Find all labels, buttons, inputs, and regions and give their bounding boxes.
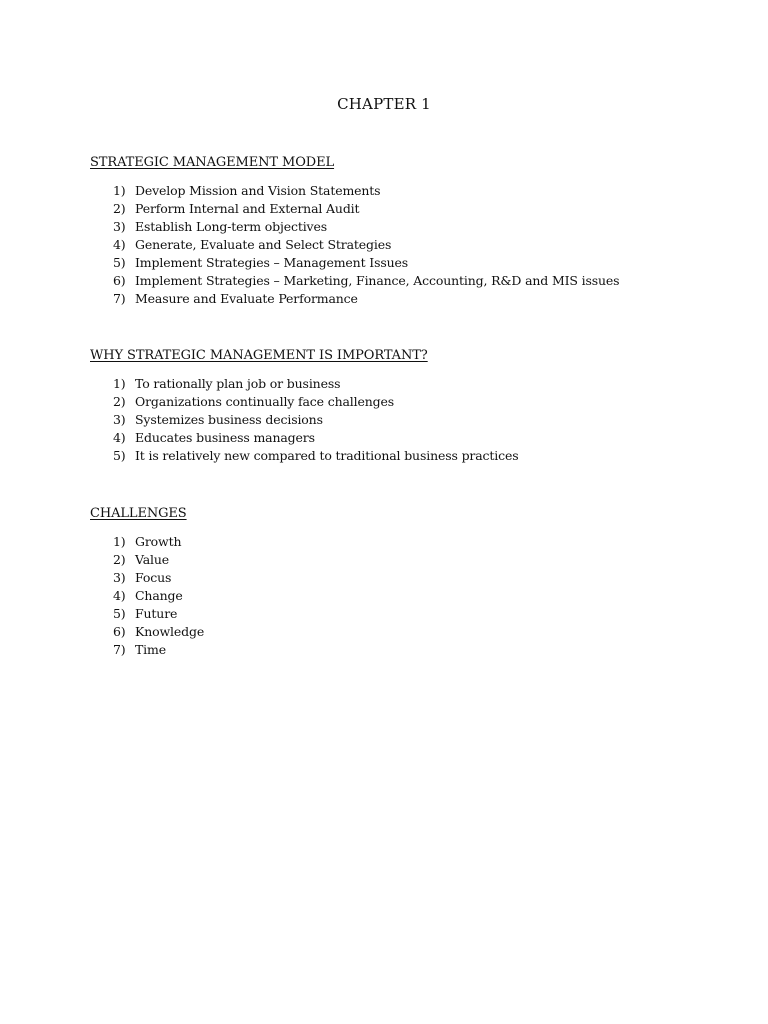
section-heading: WHY STRATEGIC MANAGEMENT IS IMPORTANT?	[90, 348, 428, 363]
list-item-text: Time	[135, 642, 166, 657]
list-item-number: 7)	[113, 642, 126, 657]
section-strategic-management-model	[90, 154, 690, 308]
section-heading: STRATEGIC MANAGEMENT MODEL	[90, 155, 335, 170]
list-item-number: 3)	[113, 219, 126, 234]
list-item-text: Organizations continually face challenges	[135, 394, 394, 409]
list-item	[90, 218, 690, 236]
list-item	[90, 182, 690, 200]
list-item-number: 6)	[113, 624, 126, 639]
list-item-text: Establish Long-term objectives	[135, 219, 327, 234]
list-item-text: Value	[135, 552, 170, 567]
list-item-number: 3)	[113, 412, 126, 427]
list-item	[90, 587, 690, 605]
list-item-text: Implement Strategies – Marketing, Finance, Accounting, R&D and MIS issues	[135, 273, 620, 288]
list-item-number: 4)	[113, 430, 126, 445]
list-item-text: Growth	[135, 534, 182, 549]
list-item	[90, 200, 690, 218]
list-item	[90, 605, 690, 623]
list-item-number: 3)	[113, 570, 126, 585]
list-item	[90, 411, 690, 429]
list-item-number: 4)	[113, 588, 126, 603]
list-item-number: 5)	[113, 448, 126, 463]
list-item-number: 2)	[113, 394, 126, 409]
section-challenges	[90, 505, 690, 659]
list-item-text: Change	[135, 588, 183, 603]
list-item	[90, 429, 690, 447]
list-item-text: Measure and Evaluate Performance	[135, 291, 358, 306]
section-heading: CHALLENGES	[90, 506, 187, 521]
list-item-text: Perform Internal and External Audit	[135, 201, 360, 216]
list-item	[90, 623, 690, 641]
list-item-number: 7)	[113, 291, 126, 306]
list-item	[90, 272, 690, 290]
list-item-number: 5)	[113, 255, 126, 270]
list-item-number: 4)	[113, 237, 126, 252]
list-item-number: 6)	[113, 273, 126, 288]
list-item	[90, 290, 690, 308]
list-item-text: Future	[135, 606, 178, 621]
list-item	[90, 375, 690, 393]
list-item-number: 1)	[113, 534, 126, 549]
list-item-number: 2)	[113, 552, 126, 567]
list-item-text: Generate, Evaluate and Select Strategies	[135, 237, 392, 252]
list-item	[90, 551, 690, 569]
list-item-text: Implement Strategies – Management Issues	[135, 255, 409, 270]
list-item	[90, 569, 690, 587]
list-item-text: To rationally plan job or business	[135, 376, 341, 391]
list-item-text: Systemizes business decisions	[135, 412, 323, 427]
list-item-number: 1)	[113, 183, 126, 198]
list-item-text: It is relatively new compared to traditional business practices	[135, 448, 519, 463]
list-item	[90, 236, 690, 254]
list-item	[90, 254, 690, 272]
list-item	[90, 447, 690, 465]
list-item	[90, 641, 690, 659]
list-item	[90, 393, 690, 411]
list-item-text: Develop Mission and Vision Statements	[135, 183, 381, 198]
list-item-number: 2)	[113, 201, 126, 216]
section-why-strategic-management	[90, 347, 690, 465]
list-item-number: 5)	[113, 606, 126, 621]
list-item-text: Knowledge	[135, 624, 205, 639]
list-item-text: Focus	[135, 570, 172, 585]
chapter-title: CHAPTER 1	[337, 95, 431, 113]
list-item	[90, 533, 690, 551]
list-item-number: 1)	[113, 376, 126, 391]
list-item-text: Educates business managers	[135, 430, 315, 445]
